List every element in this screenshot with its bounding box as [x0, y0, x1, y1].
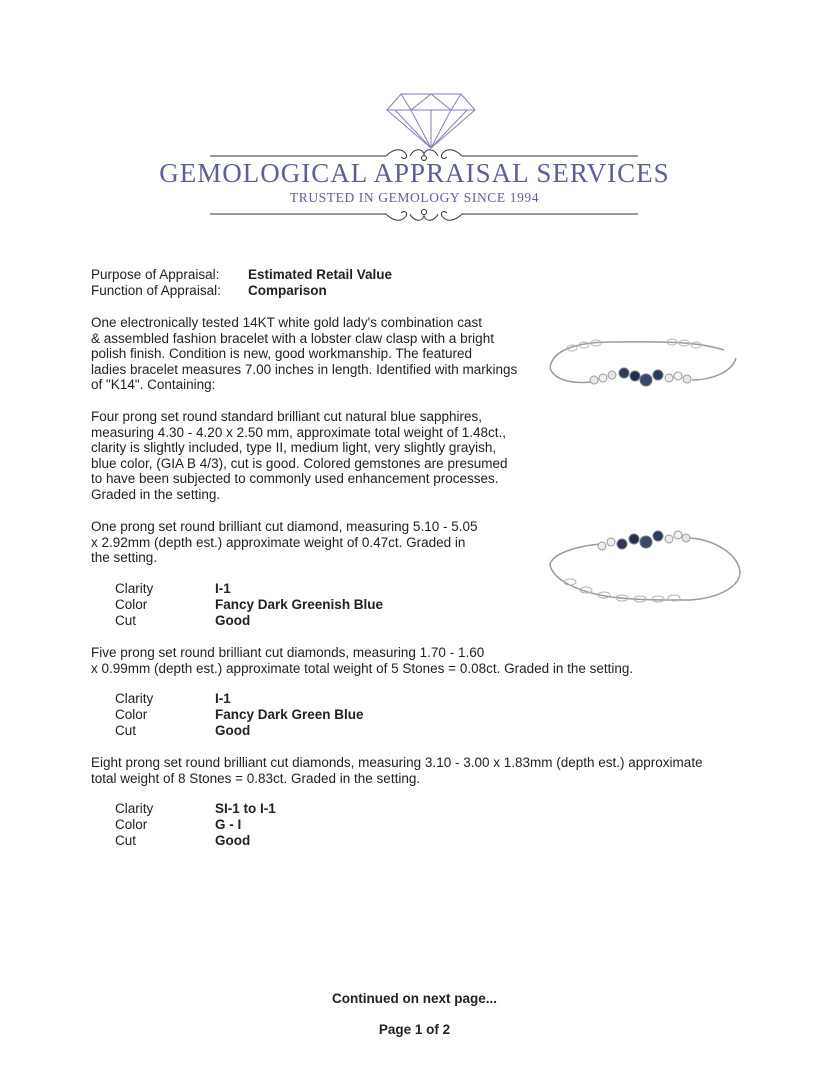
diamonds-five-cut-value: Good [215, 723, 251, 738]
text-line: & assembled fashion bracelet with a lobster claw clasp with a bright [91, 330, 494, 346]
bracelet-photo-bottom [540, 520, 745, 610]
diamonds-eight-color-label: Color [115, 817, 148, 832]
text-line: One electronically tested 14KT white gold lady's combination cast [91, 315, 483, 330]
company-name: GEMOLOGICAL APPRAISAL SERVICES [159, 158, 670, 188]
text-line: blue color, (GIA B 4/3), cut is good. Colored gemstones are presumed [91, 455, 508, 471]
diamonds-eight-color-value: G - I [215, 817, 242, 832]
text-line: Four prong set round standard brilliant cut natural blue sapphires, [91, 409, 482, 424]
diamonds-five-color-value: Fancy Dark Green Blue [215, 707, 364, 722]
text-line: the setting. [91, 550, 158, 566]
diamonds-five-paragraph [91, 645, 633, 676]
bracelet-photo-top [542, 328, 742, 408]
diamonds-five-color-label: Color [115, 707, 148, 722]
company-tagline: TRUSTED IN GEMOLOGY SINCE 1994 [289, 190, 540, 205]
text-line: ladies bracelet measures 7.00 inches in length. Identified with markings [91, 361, 518, 377]
diamond-one-cut-label: Cut [115, 613, 137, 628]
diamonds-eight-clarity-label: Clarity [115, 801, 154, 816]
text-line: x 2.92mm (depth est.) approximate weight of 0.47ct. Graded in [91, 534, 466, 550]
description-paragraph [91, 315, 517, 393]
diamond-one-clarity-label: Clarity [115, 581, 154, 596]
diamonds-eight-clarity-value: SI-1 to I-1 [215, 801, 276, 816]
diamonds-five-clarity-label: Clarity [115, 691, 154, 706]
diamonds-five-clarity-value: I-1 [215, 691, 231, 706]
diamond-one-color-value: Fancy Dark Greenish Blue [215, 597, 384, 612]
purpose-value: Estimated Retail Value [248, 267, 393, 282]
purpose-label: Purpose of Appraisal: [91, 267, 220, 282]
sapphires-paragraph [91, 409, 507, 503]
diamond-one-color-label: Color [115, 597, 148, 612]
bottom-flourish-divider [210, 206, 638, 226]
diamond-one-clarity-value: I-1 [215, 581, 231, 596]
text-line: One prong set round brilliant cut diamond, measuring 5.10 - 5.05 [91, 519, 478, 534]
diamonds-eight-paragraph [91, 755, 703, 786]
diamonds-eight-cut-value: Good [215, 833, 251, 848]
diamond-one-paragraph [91, 519, 477, 566]
text-line: total weight of 8 Stones = 0.83ct. Graded in the setting. [91, 770, 421, 786]
text-line: to have been subjected to commonly used enhancement processes. [91, 471, 499, 487]
function-value: Comparison [248, 283, 327, 298]
function-label: Function of Appraisal: [91, 283, 221, 298]
text-line: Five prong set round brilliant cut diamonds, measuring 1.70 - 1.60 [91, 645, 485, 660]
diamond-icon [385, 92, 477, 150]
page-number: Page 1 of 2 [378, 1022, 451, 1037]
diamonds-five-cut-label: Cut [115, 723, 137, 738]
continued-note: Continued on next page... [332, 991, 497, 1006]
text-line: x 0.99mm (depth est.) approximate total weight of 5 Stones = 0.08ct. Graded in the setting. [91, 660, 634, 676]
diamond-one-cut-value: Good [215, 613, 251, 628]
text-line: Graded in the setting. [91, 486, 221, 502]
text-line: polish finish. Condition is new, good workmanship. The featured [91, 346, 472, 362]
text-line: of "K14". Containing: [91, 377, 216, 393]
diamonds-eight-cut-label: Cut [115, 833, 137, 848]
text-line: clarity is slightly included, type II, medium light, very slightly grayish, [91, 440, 497, 456]
text-line: Eight prong set round brilliant cut diamonds, measuring 3.10 - 3.00 x 1.83mm (depth est.) approximate [91, 755, 703, 770]
text-line: measuring 4.30 - 4.20 x 2.50 mm, approximate total weight of 1.48ct., [91, 424, 506, 440]
